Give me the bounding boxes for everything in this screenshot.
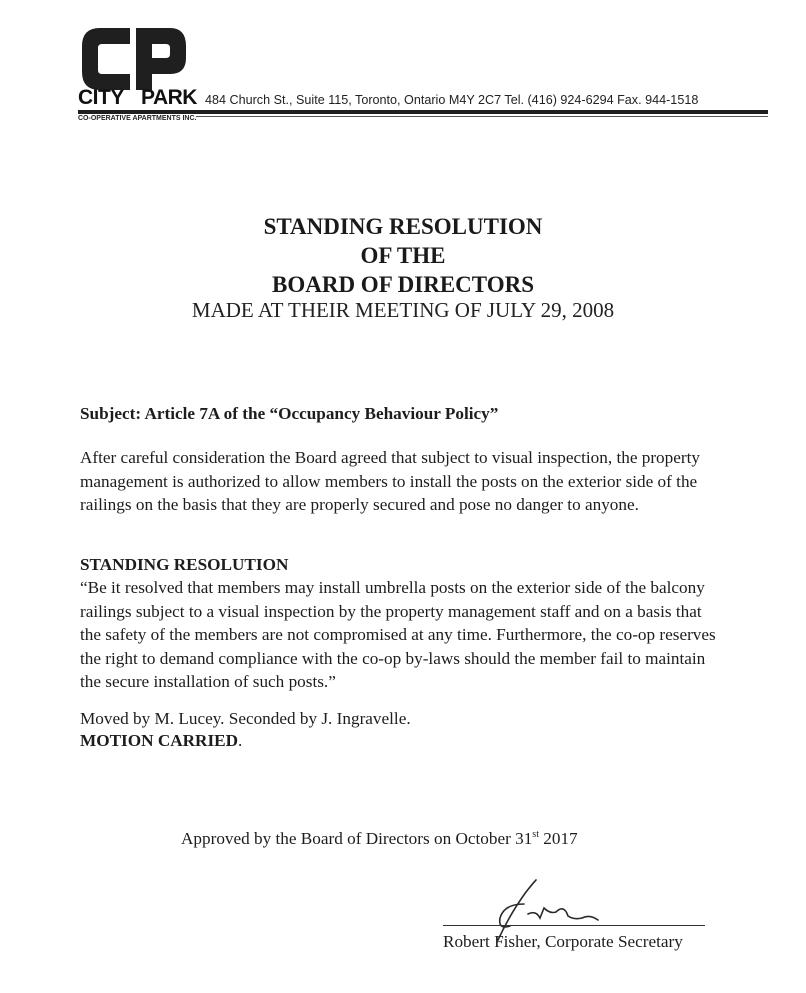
- moved-seconded: Moved by M. Lucey. Seconded by J. Ingravelle.: [80, 709, 411, 728]
- motion-period: .: [238, 731, 243, 750]
- approval-text: Approved by the Board of Directors on October 31: [181, 829, 533, 848]
- title-line-3: BOARD OF DIRECTORS: [272, 272, 534, 297]
- meeting-date: MADE AT THEIR MEETING OF JULY 29, 2008: [191, 298, 615, 322]
- title-line-2: OF THE: [360, 243, 446, 268]
- logo-park-text: PARK: [141, 86, 197, 109]
- letterhead-rule: [78, 110, 768, 114]
- letterhead-rule-thin: [196, 116, 768, 117]
- city-park-logo: [78, 24, 190, 92]
- logo-subtitle: CO-OPERATIVE APARTMENTS INC.: [78, 115, 197, 122]
- subject-line: Subject: Article 7A of the “Occupancy Behaviour Policy”: [80, 404, 499, 423]
- approval-superscript: st: [532, 829, 539, 840]
- motion-result: [80, 729, 242, 753]
- resolution-text: “Be it resolved that members may install umbrella posts on the exterior side of the balcony railings subject to a visual inspection by the property management staff and on a basis that the safety of the members are not compromised at any time. Furthermore, the co-op reserves the right to demand compliance with the co-op by-laws should the member fail to maintain the secure installation of such posts.”: [80, 578, 716, 692]
- body-paragraph: After careful consideration the Board agreed that subject to visual inspection, the property management is authorized to allow members to install the posts on the exterior side of the railings on the basis that they are properly secured and pose no danger to anyone.: [80, 448, 700, 515]
- approval-line: [181, 829, 578, 849]
- title-line-1: STANDING RESOLUTION: [263, 214, 543, 239]
- logo-city-text: CITY: [78, 86, 124, 109]
- letterhead-address: 484 Church St., Suite 115, Toronto, Ontario M4Y 2C7 Tel. (416) 924-6294 Fax. 944-1518: [205, 93, 699, 107]
- resolution-heading: STANDING RESOLUTION: [80, 555, 289, 574]
- signature-line: [443, 925, 705, 926]
- approval-year: 2017: [538, 829, 578, 848]
- signer-name: Robert Fisher, Corporate Secretary: [443, 932, 683, 951]
- motion-text: MOTION CARRIED: [80, 731, 239, 750]
